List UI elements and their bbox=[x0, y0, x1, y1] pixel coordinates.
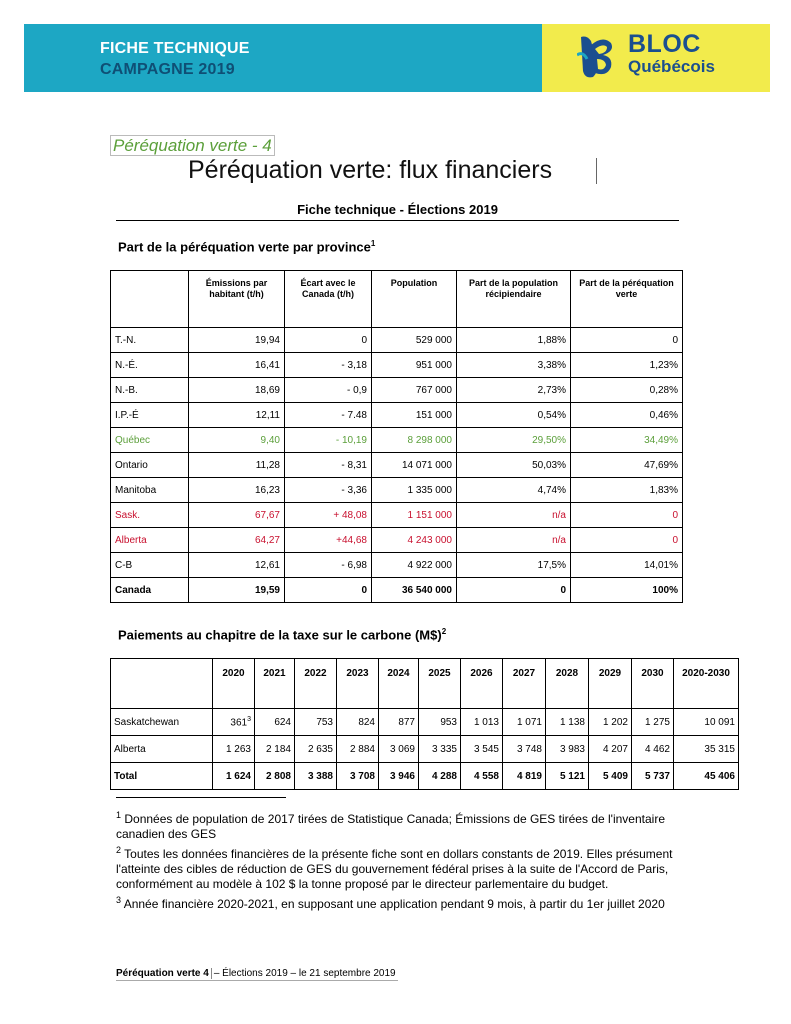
value-text: 4 462 bbox=[644, 743, 670, 755]
value-cell bbox=[255, 736, 295, 763]
value-cell: 8 298 000 bbox=[372, 428, 457, 453]
value-cell: 0 bbox=[571, 528, 683, 553]
value-cell: - 10,19 bbox=[285, 428, 372, 453]
value-cell: 18,69 bbox=[189, 378, 285, 403]
value-text: 1 138 bbox=[559, 716, 585, 728]
value-cell: 36 540 000 bbox=[372, 578, 457, 603]
province-name-cell: Canada bbox=[111, 578, 189, 603]
table-row bbox=[111, 503, 683, 528]
value-cell: 951 000 bbox=[372, 353, 457, 378]
value-cell: 4,74% bbox=[457, 478, 571, 503]
value-cell bbox=[632, 763, 674, 790]
year-header-cell: 2030 bbox=[632, 659, 674, 709]
value-cell: 0 bbox=[285, 328, 372, 353]
province-name-cell: Québec bbox=[111, 428, 189, 453]
table-row bbox=[111, 763, 739, 790]
header-cell: Population bbox=[372, 271, 457, 328]
banner-logo-panel bbox=[542, 24, 770, 92]
section1-heading-text: Part de la péréquation verte par province bbox=[118, 239, 371, 255]
year-header-cell: 2024 bbox=[379, 659, 419, 709]
year-header-cell: 2023 bbox=[337, 659, 379, 709]
value-cell bbox=[674, 736, 739, 763]
value-cell: 17,5% bbox=[457, 553, 571, 578]
value-cell bbox=[295, 736, 337, 763]
table-row bbox=[111, 453, 683, 478]
table-header-row bbox=[111, 659, 739, 709]
value-text: 624 bbox=[274, 716, 291, 728]
value-cell: - 6,98 bbox=[285, 553, 372, 578]
value-text: 2 184 bbox=[265, 743, 291, 755]
year-header-cell: 2028 bbox=[546, 659, 589, 709]
value-cell: - 3,36 bbox=[285, 478, 372, 503]
table-row bbox=[111, 403, 683, 428]
value-text: 953 bbox=[440, 716, 457, 728]
value-cell: 50,03% bbox=[457, 453, 571, 478]
value-cell bbox=[632, 736, 674, 763]
table-row bbox=[111, 478, 683, 503]
footnote-number: 1 bbox=[116, 810, 122, 820]
value-text: 2 884 bbox=[349, 743, 375, 755]
province-name-cell: N.-B. bbox=[111, 378, 189, 403]
value-cell: - 3,18 bbox=[285, 353, 372, 378]
value-text: 2 635 bbox=[307, 743, 333, 755]
value-cell: 1,88% bbox=[457, 328, 571, 353]
year-header-cell: 2020 bbox=[213, 659, 255, 709]
value-cell: 0,46% bbox=[571, 403, 683, 428]
value-cell: 767 000 bbox=[372, 378, 457, 403]
footer-doc-name: Péréquation verte 4 bbox=[116, 968, 209, 979]
table-row bbox=[111, 378, 683, 403]
value-cell: 64,27 bbox=[189, 528, 285, 553]
text-cursor-mark bbox=[596, 158, 597, 184]
value-cell bbox=[589, 736, 632, 763]
section2-footnote-ref: 2 bbox=[441, 627, 447, 636]
province-name-cell: Manitoba bbox=[111, 478, 189, 503]
value-cell: 16,41 bbox=[189, 353, 285, 378]
series-label: Péréquation verte - 4 bbox=[110, 135, 275, 156]
table-row bbox=[111, 553, 683, 578]
value-text: 3 335 bbox=[431, 743, 457, 755]
value-cell bbox=[419, 736, 461, 763]
value-text: 3 545 bbox=[473, 743, 499, 755]
value-text: 753 bbox=[316, 716, 333, 728]
footnote bbox=[116, 893, 696, 912]
value-text: 1 013 bbox=[473, 716, 499, 728]
value-cell: + 48,08 bbox=[285, 503, 372, 528]
value-cell: n/a bbox=[457, 528, 571, 553]
value-cell: - 0,9 bbox=[285, 378, 372, 403]
header-cell bbox=[111, 271, 189, 328]
footnote-rule bbox=[116, 797, 286, 798]
value-cell: 3,38% bbox=[457, 353, 571, 378]
value-text: 4 558 bbox=[473, 770, 499, 782]
value-cell: 529 000 bbox=[372, 328, 457, 353]
value-text: 3 708 bbox=[349, 770, 375, 782]
footnote-text: Données de population de 2017 tirées de Statistique Canada; Émissions de GES tirées de l'inventaire canadien des GES bbox=[116, 812, 665, 841]
footnotes bbox=[116, 808, 696, 913]
value-cell: 1,83% bbox=[571, 478, 683, 503]
year-header-cell: 2029 bbox=[589, 659, 632, 709]
table-row bbox=[111, 709, 739, 736]
table-row bbox=[111, 353, 683, 378]
footnote-text: Année financière 2020-2021, en supposant une application pendant 9 mois, à partir du 1er juillet 2020 bbox=[123, 897, 665, 911]
value-cell: 12,11 bbox=[189, 403, 285, 428]
footnote bbox=[116, 808, 696, 842]
value-cell bbox=[379, 709, 419, 736]
value-cell: 0 bbox=[457, 578, 571, 603]
value-text: 361 bbox=[230, 717, 248, 729]
value-cell bbox=[337, 763, 379, 790]
value-cell bbox=[461, 736, 503, 763]
value-cell: 151 000 bbox=[372, 403, 457, 428]
value-cell: 0 bbox=[571, 503, 683, 528]
value-cell bbox=[379, 736, 419, 763]
value-text: 1 071 bbox=[516, 716, 542, 728]
value-text: 5 121 bbox=[559, 770, 585, 782]
footnote-number: 2 bbox=[116, 845, 122, 855]
value-cell: 16,23 bbox=[189, 478, 285, 503]
value-text: 35 315 bbox=[704, 743, 735, 755]
logo-text-quebecois: Québécois bbox=[628, 57, 715, 76]
footnote-text: Toutes les données financières de la présente fiche sont en dollars constants de 2019. Elles présument l'atteinte des cibles de réduction de GES du gouvernement fédéral prises à la suite de l'Accord de Paris, conformément au modèle à 102 $ la tonne proposé par le directeur parlementaire du budget. bbox=[116, 847, 673, 891]
page-title: Péréquation verte: flux financiers bbox=[188, 156, 553, 184]
value-cell: 1 151 000 bbox=[372, 503, 457, 528]
value-text: 1 202 bbox=[602, 716, 628, 728]
value-text: 3 069 bbox=[389, 743, 415, 755]
value-text: 877 bbox=[398, 716, 415, 728]
value-cell bbox=[632, 709, 674, 736]
value-cell: 4 922 000 bbox=[372, 553, 457, 578]
section1-heading bbox=[118, 236, 375, 255]
value-cell: 9,40 bbox=[189, 428, 285, 453]
value-text: 3 983 bbox=[559, 743, 585, 755]
value-cell bbox=[546, 709, 589, 736]
value-cell: 14,01% bbox=[571, 553, 683, 578]
value-cell bbox=[546, 736, 589, 763]
province-name-cell: Sask. bbox=[111, 503, 189, 528]
section2-heading-text: Paiements au chapitre de la taxe sur le carbone (M$) bbox=[118, 627, 442, 643]
value-cell bbox=[419, 709, 461, 736]
value-cell bbox=[337, 709, 379, 736]
value-cell bbox=[503, 709, 546, 736]
value-cell bbox=[255, 709, 295, 736]
header-cell bbox=[111, 659, 213, 709]
value-cell bbox=[337, 736, 379, 763]
bloc-quebecois-logo-icon bbox=[577, 33, 617, 81]
value-text: 3 388 bbox=[307, 770, 333, 782]
value-cell bbox=[379, 763, 419, 790]
value-cell: - 7.48 bbox=[285, 403, 372, 428]
section2-heading bbox=[118, 624, 446, 643]
year-header-cell: 2020-2030 bbox=[674, 659, 739, 709]
value-cell: - 8,31 bbox=[285, 453, 372, 478]
value-cell bbox=[461, 709, 503, 736]
value-cell: 0 bbox=[571, 328, 683, 353]
value-cell: 11,28 bbox=[189, 453, 285, 478]
value-cell bbox=[503, 736, 546, 763]
header-cell: Écart avec le Canada (t/h) bbox=[285, 271, 372, 328]
value-text: 824 bbox=[358, 716, 375, 728]
banner-left-panel bbox=[24, 24, 542, 92]
value-cell: 0,28% bbox=[571, 378, 683, 403]
value-cell: 14 071 000 bbox=[372, 453, 457, 478]
value-cell bbox=[589, 709, 632, 736]
table-row bbox=[111, 578, 683, 603]
value-cell: 34,49% bbox=[571, 428, 683, 453]
province-name-cell: Ontario bbox=[111, 453, 189, 478]
value-cell bbox=[503, 763, 546, 790]
table-row bbox=[111, 428, 683, 453]
value-cell: 4 243 000 bbox=[372, 528, 457, 553]
header-banner bbox=[24, 24, 770, 92]
value-cell: 2,73% bbox=[457, 378, 571, 403]
value-cell bbox=[589, 763, 632, 790]
footnote-number: 3 bbox=[116, 895, 122, 905]
banner-title: FICHE TECHNIQUE bbox=[100, 40, 250, 57]
value-text: 1 275 bbox=[644, 716, 670, 728]
value-cell: 19,94 bbox=[189, 328, 285, 353]
value-text: 3 946 bbox=[389, 770, 415, 782]
value-cell: 100% bbox=[571, 578, 683, 603]
value-text: 4 819 bbox=[516, 770, 542, 782]
value-cell: 1 335 000 bbox=[372, 478, 457, 503]
province-name-cell: N.-É. bbox=[111, 353, 189, 378]
province-name-cell: C-B bbox=[111, 553, 189, 578]
table-row bbox=[111, 736, 739, 763]
value-cell bbox=[674, 709, 739, 736]
subtitle-rule bbox=[116, 220, 679, 221]
value-text: 10 091 bbox=[704, 716, 735, 728]
value-cell: 19,59 bbox=[189, 578, 285, 603]
footnote-ref: 3 bbox=[247, 715, 251, 723]
province-name-cell: Alberta bbox=[111, 528, 189, 553]
logo-text-bloc: BLOC bbox=[628, 30, 701, 58]
value-cell bbox=[674, 763, 739, 790]
value-cell: 47,69% bbox=[571, 453, 683, 478]
province-share-table bbox=[110, 270, 683, 603]
row-label-cell: Alberta bbox=[111, 736, 213, 763]
value-cell: 12,61 bbox=[189, 553, 285, 578]
value-cell: n/a bbox=[457, 503, 571, 528]
section1-footnote-ref: 1 bbox=[370, 239, 376, 248]
value-text: 5 409 bbox=[602, 770, 628, 782]
carbon-tax-payments-table bbox=[110, 658, 739, 790]
value-text: 5 737 bbox=[644, 770, 670, 782]
value-cell bbox=[295, 709, 337, 736]
value-cell: +44,68 bbox=[285, 528, 372, 553]
table-header-row bbox=[111, 271, 683, 328]
footer-rule bbox=[116, 980, 398, 981]
year-header-cell: 2022 bbox=[295, 659, 337, 709]
value-text: 1 624 bbox=[225, 770, 251, 782]
row-label-cell: Total bbox=[111, 763, 213, 790]
value-cell: 0,54% bbox=[457, 403, 571, 428]
banner-subtitle: CAMPAGNE 2019 bbox=[100, 61, 235, 78]
footnote bbox=[116, 843, 696, 892]
value-text: 4 207 bbox=[602, 743, 628, 755]
year-header-cell: 2025 bbox=[419, 659, 461, 709]
value-text: 4 288 bbox=[431, 770, 457, 782]
footer-date: – Élections 2019 – le 21 septembre 2019 bbox=[211, 968, 396, 979]
document-subtitle: Fiche technique - Élections 2019 bbox=[297, 202, 498, 217]
value-text: 1 263 bbox=[225, 743, 251, 755]
province-name-cell: T.-N. bbox=[111, 328, 189, 353]
value-cell bbox=[546, 763, 589, 790]
value-cell: 0 bbox=[285, 578, 372, 603]
header-cell: Part de la population récipiendaire bbox=[457, 271, 571, 328]
value-cell bbox=[295, 763, 337, 790]
value-cell bbox=[461, 763, 503, 790]
value-cell bbox=[213, 736, 255, 763]
value-text: 2 808 bbox=[265, 770, 291, 782]
value-cell bbox=[213, 709, 255, 736]
header-cell: Émissions par habitant (t/h) bbox=[189, 271, 285, 328]
table-row bbox=[111, 328, 683, 353]
value-cell: 29,50% bbox=[457, 428, 571, 453]
value-cell bbox=[419, 763, 461, 790]
value-text: 3 748 bbox=[516, 743, 542, 755]
value-cell: 1,23% bbox=[571, 353, 683, 378]
header-cell: Part de la péréquation verte bbox=[571, 271, 683, 328]
year-header-cell: 2026 bbox=[461, 659, 503, 709]
year-header-cell: 2021 bbox=[255, 659, 295, 709]
value-cell bbox=[255, 763, 295, 790]
table-row bbox=[111, 528, 683, 553]
value-cell: 67,67 bbox=[189, 503, 285, 528]
year-header-cell: 2027 bbox=[503, 659, 546, 709]
province-name-cell: I.P.-É bbox=[111, 403, 189, 428]
value-cell bbox=[213, 763, 255, 790]
page-footer bbox=[116, 968, 396, 980]
row-label-cell: Saskatchewan bbox=[111, 709, 213, 736]
value-text: 45 406 bbox=[704, 770, 735, 782]
